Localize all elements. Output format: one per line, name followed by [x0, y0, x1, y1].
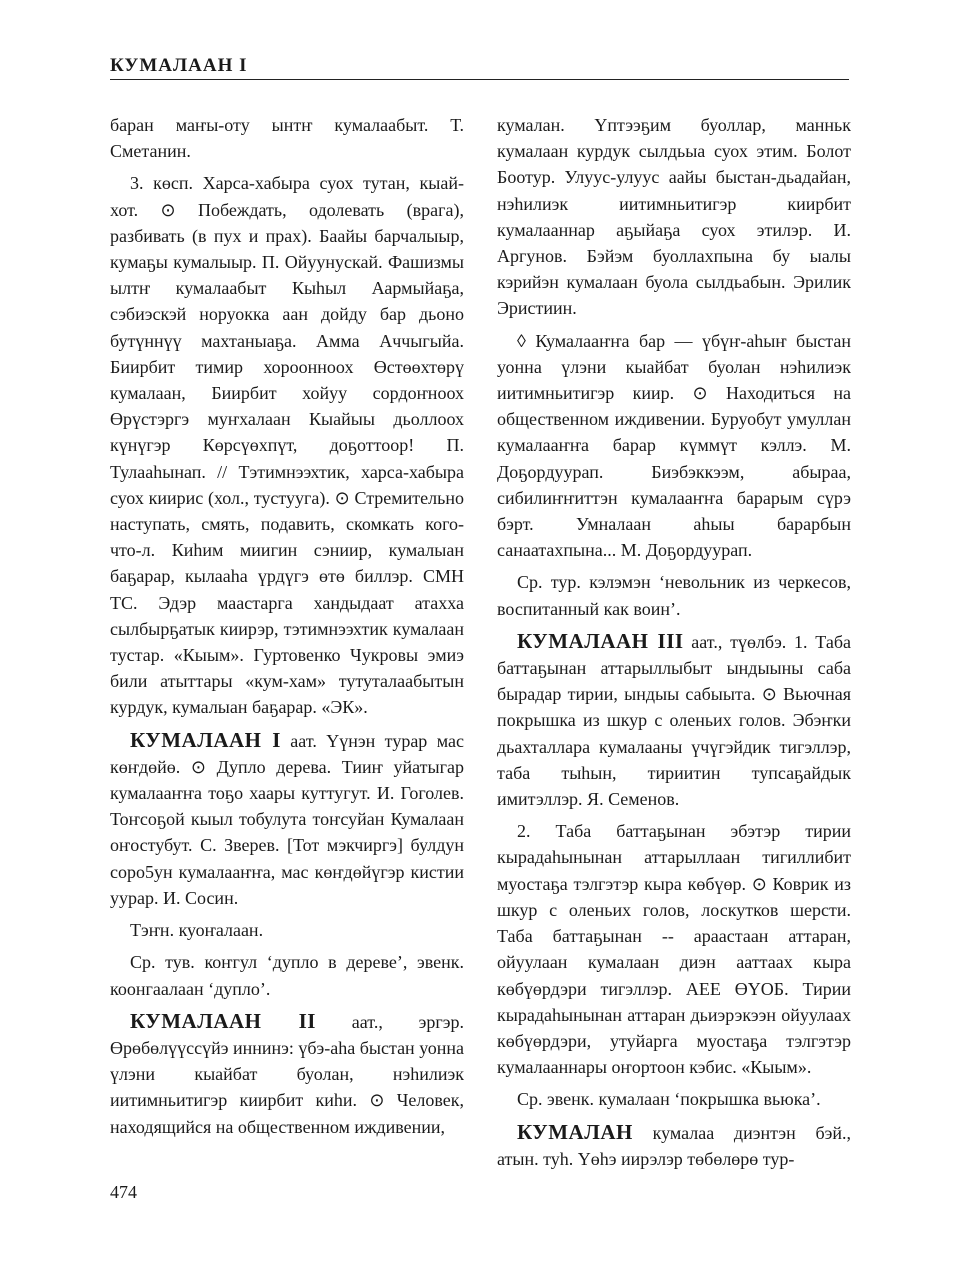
entry-body: аат., эргэр. Өрөбөлүүссүйэ иннинэ: үбэ-аһа быстан уонна үлэни кыайбат буолан, нэһилиэк иитимньитигэр киирбит киһи. ⊙ Человек, находящийся на общественном иждивении,	[110, 1011, 464, 1137]
entry-continuation: кумалан. Үптээҕим буоллар, манньк кумалаан курдук сылдьыа суох этим. Болот Боотур. Улуус-улуус аайы быстан-дьадайан, нэһилиэк иитимньитигэр киирбит кумалааннар аҕыйаҕа суох этилэр. И. Аргунов. Бэйэм буоллахпына бу ыалы кэрийэн кумалаан буола сылдьабын. Эрилик Эристиин.	[497, 115, 851, 319]
dictionary-entry	[497, 1119, 851, 1172]
dictionary-entry	[110, 1008, 464, 1140]
etymology-note: Ср. тув. коҥгул ‘дупло в дереве’, эвенк. коонгаалаан ‘дупло’.	[110, 952, 464, 999]
right-column	[497, 112, 851, 1172]
entry-continuation: баран маҥы-оту ынтҥ кумалаабыт. Т. Сметанин.	[110, 115, 464, 162]
sense-paragraph: 3. көсп. Харса-хабыра суох тутан, кыай-хот. ⊙ Побеждать, одолевать (врага), разбивать (в пух и прах). Баайы барчалыыр, кумаҕы кумалыыр. П. Ойуунускай. Фашизмы ылтҥ кумалаабыт Кыһыл Аармыйаҕа, сэбиэскэй норуокка аан дойду бар дьоно бутүннүү махтаныаҕа. Амма Аччыгыйа. Биирбит тимир хороонноох Өстөөхтөрү кумалаан, Биирбит хойуу сордоҥноох Өрүстэргэ муҥхалаан Кыайыы дьоллоох күнүгэр Көрсүөхпүт, доҕоттоор! П. Тулааһынап. // Тэтимнээхтик, харса-хабыра суох киирис (хол., тустууга). ⊙ Стремительно наступать, смять, подавить, скомкать кого-что-л. Киһим миигин сэниир, кумалыан баҕарар, кылааһа үрдүгэ өтө биллэр. СМН ТС. Эдэр маастарга хандыдаат атахха сылбырҕатык киирэр, тэтимнээхтик кумалаан тустар. «Кыым». Гуртовенко Чукровы эмиэ били атыттары «кум-хам» тутуталаабытын курдук, кумалыан баҕарар. «ЭК».	[110, 173, 464, 718]
headword: КУМАЛААН II	[130, 1008, 316, 1033]
phrase-paragraph: ◊ Кумалааҥҥа бар — үбүҥ-аһыҥ быстан уонна үлэни кыайбат буолан нэһилиэк иитимньитигэр киир. ⊙ Находиться на общественном иждивении. Буруобут умуллан кумалааҥҥа барар күммүт кэллэ. М. Доҕордуурап. Биэбэккээм, абыраа, сибилиҥҥиттэн кумалааҥҥа барарым сүрэ бэрт. Умналаан аһыы барарбын санаатахпына... М. Доҕордуурап.	[497, 330, 851, 561]
etymology-note: Ср. тур. кэлэмэн ‘невольник из черкесов, воспитанный как воин’.	[497, 572, 851, 619]
dictionary-entry	[497, 628, 851, 812]
header-rule	[110, 79, 849, 80]
running-head: КУМАЛААН I	[110, 55, 248, 76]
headword: КУМАЛАН	[517, 1119, 633, 1144]
etymology-note: Ср. эвенк. кумалаан ‘покрышка вьюка’.	[517, 1089, 821, 1110]
page-number: 474	[110, 1182, 137, 1202]
left-column	[110, 112, 464, 1140]
headword: КУМАЛААН I	[130, 727, 281, 752]
headword: КУМАЛААН III	[517, 628, 684, 653]
entry-body: аат. Үүнэн турар мас көҥдөйө. ⊙ Дупло дерева. Тииҥ уйатыгар кумалааҥҥа тоҕо хаары куттугут. И. Гоголев. Тоҥсоҕой кыыл тобулута тоҥсуйан Кумалаан оҥостубут. С. Зверев. [Тот мэкчиргэ] булдун соро5ун кумалааҥҥа, мас көҥдөйүгэр кистии уурар. И. Сосин.	[110, 730, 464, 908]
entry-body: кумалаа диэнтэн бэй., атын. туһ. Үөһэ иирэлэр төбөлөрө тур-	[497, 1122, 851, 1169]
sense-paragraph: 2. Таба баттаҕынан эбэтэр тирии кырадаһынынан аттарыллаан тигиллибит муостаҕа тэлгэтэр кыра көбүөр. ⊙ Коврик из шкур с оленьих голов, лоскутков шерсти. Таба баттаҕынан -- араастаан аттаран, ойуулаан кумалаан диэн ааттаах кыра көбүөрдэри тигэллэр. АЕЕ ӨҮОБ. Тирии кырадаһынынан аттаран дьиэрэкээн ойуулаах көбүөрдэри, утуйарга муостаҕа тэлгэтэр кумалааннары оҥортоон кэбис. «Кыым».	[497, 821, 851, 1078]
synonym-note: Тэҥн. куоҥалаан.	[130, 920, 264, 941]
dictionary-entry	[110, 727, 464, 911]
entry-body: аат., түөлбэ. 1. Таба баттаҕынан аттарыллыбыт ындыыны саба бырадар тирии, ындыы сабыыта. ⊙ Вьючная покрышка из шкур с оленьих голов. Эбэҥки дьахталлара кумалааны үчүгэйдик тигэллэр, таба тыһын, тириитин тупсаҕайдык имитэллэр. Я. Семенов.	[497, 631, 851, 810]
